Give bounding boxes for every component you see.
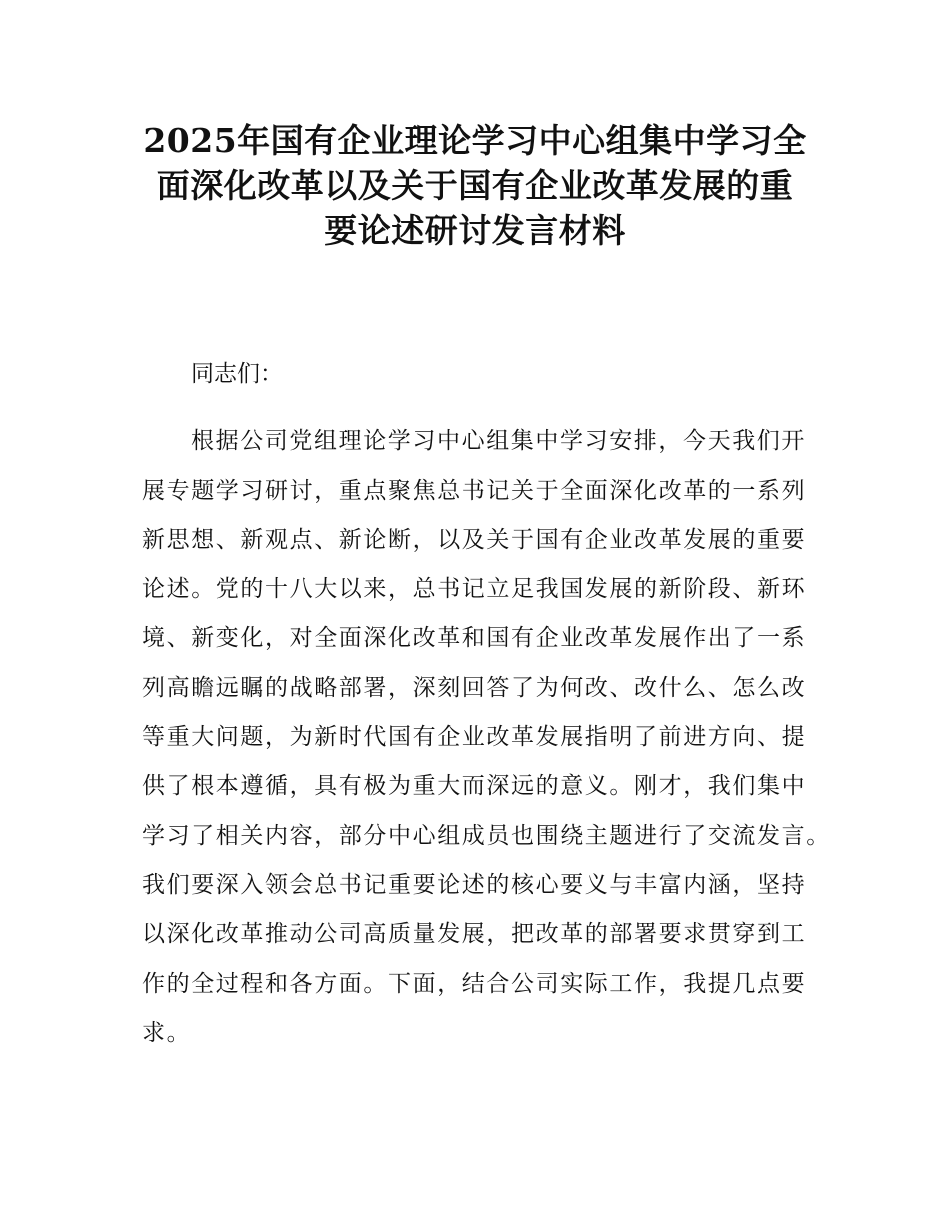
greeting: 同志们： — [191, 361, 283, 387]
paragraph-line: 作的全过程和各方面。下面，结合公司实际工作，我提几点要 — [142, 970, 807, 997]
title-line: 2025年国有企业理论学习中心组集中学习全 — [143, 121, 807, 160]
document-title — [120, 118, 830, 253]
paragraph-line: 论述。党的十八大以来，总书记立足我国发展的新阶段、新环 — [142, 576, 807, 603]
paragraph-line: 以深化改革推动公司高质量发展，把改革的部署要求贯穿到工 — [142, 921, 807, 948]
paragraph-line: 列高瞻远瞩的战略部署，深刻回答了为何改、改什么、怎么改 — [142, 674, 807, 701]
title-line: 面深化改革以及关于国有企业改革发展的重 — [156, 166, 794, 205]
paragraph-line: 境、新变化，对全面深化改革和国有企业改革发展作出了一系 — [142, 625, 807, 652]
paragraph-line: 根据公司党组理论学习中心组集中学习安排，今天我们开 — [191, 428, 806, 455]
body-paragraph — [142, 417, 832, 1058]
paragraph-line: 学习了相关内容，部分中心组成员也围绕主题进行了交流发言。 — [142, 822, 831, 849]
title-line: 要论述研讨发言材料 — [324, 211, 626, 250]
paragraph-line: 等重大问题，为新时代国有企业改革发展指明了前进方向、提 — [142, 724, 807, 751]
paragraph-line: 求。 — [142, 1019, 192, 1046]
paragraph-line: 供了根本遵循，具有极为重大而深远的意义。刚才，我们集中 — [142, 773, 807, 800]
paragraph-line: 展专题学习研讨，重点聚焦总书记关于全面深化改革的一系列 — [142, 477, 807, 504]
document-body — [142, 350, 832, 1058]
paragraph-line: 新思想、新观点、新论断，以及关于国有企业改革发展的重要 — [142, 526, 807, 553]
paragraph-line: 我们要深入领会总书记重要论述的核心要义与丰富内涵，坚持 — [142, 871, 807, 898]
